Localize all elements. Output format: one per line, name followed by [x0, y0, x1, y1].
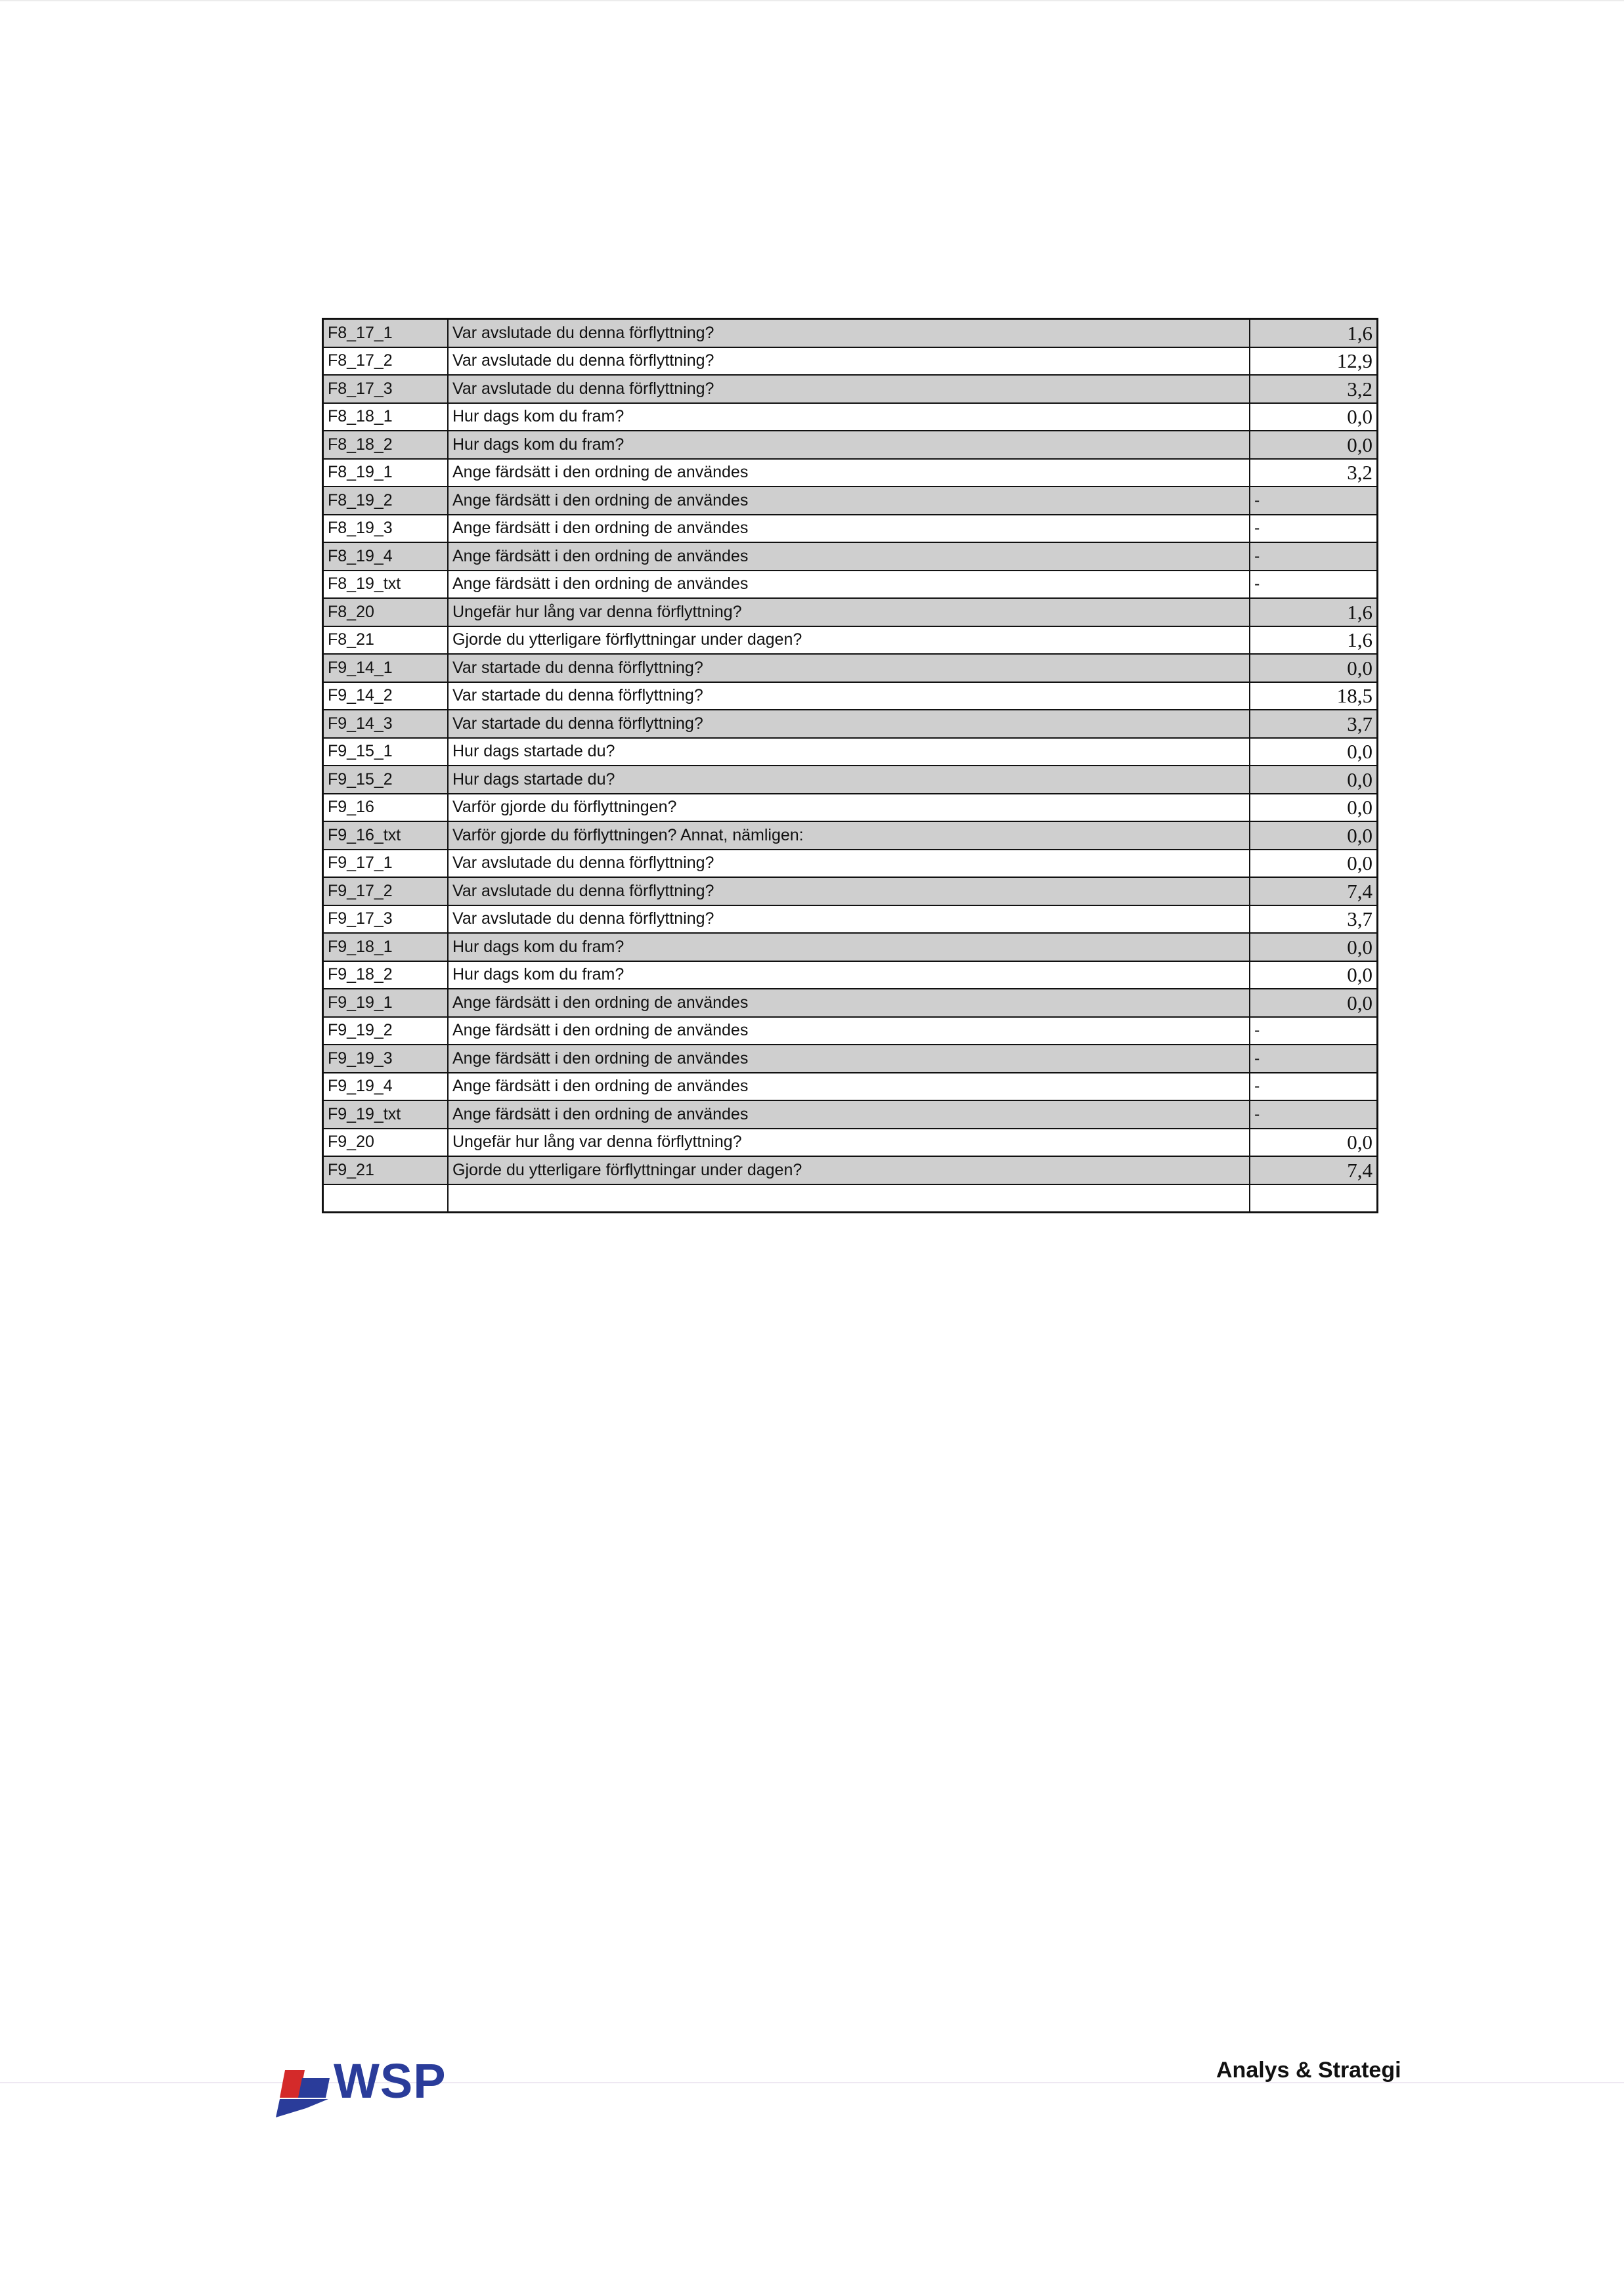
variable-code-cell: F9_17_1	[323, 850, 449, 878]
table-row	[323, 1129, 1378, 1157]
question-cell: Var avslutade du denna förflyttning?	[448, 877, 1250, 905]
value-cell: 1,6	[1250, 319, 1378, 347]
question-cell: Var startade du denna förflyttning?	[448, 654, 1250, 682]
value-cell: -	[1250, 571, 1378, 599]
question-cell: Var startade du denna förflyttning?	[448, 710, 1250, 738]
value-cell: 0,0	[1250, 766, 1378, 794]
question-cell: Hur dags kom du fram?	[448, 933, 1250, 961]
value-cell: 0,0	[1250, 738, 1378, 766]
table-row	[323, 1073, 1378, 1101]
table-row	[323, 1017, 1378, 1045]
variable-code-cell: F8_18_2	[323, 431, 449, 459]
table-row	[323, 738, 1378, 766]
value-cell: -	[1250, 1017, 1378, 1045]
value-cell: 0,0	[1250, 654, 1378, 682]
question-cell: Hur dags kom du fram?	[448, 961, 1250, 989]
table-row	[323, 961, 1378, 989]
value-cell: 0,0	[1250, 961, 1378, 989]
question-cell: Hur dags kom du fram?	[448, 403, 1250, 431]
table-row	[323, 933, 1378, 961]
value-cell: 3,7	[1250, 905, 1378, 934]
value-cell: -	[1250, 1100, 1378, 1129]
variable-code-cell: F9_19_3	[323, 1045, 449, 1073]
variable-code-cell: F9_18_1	[323, 933, 449, 961]
variable-code-cell: F9_17_3	[323, 905, 449, 934]
table-row	[323, 487, 1378, 515]
table-row	[323, 682, 1378, 710]
table-row	[323, 850, 1378, 878]
question-cell: Var startade du denna förflyttning?	[448, 682, 1250, 710]
variable-code-cell: F9_17_2	[323, 877, 449, 905]
value-cell: 1,6	[1250, 598, 1378, 626]
variable-code-cell: F9_15_2	[323, 766, 449, 794]
variable-code-cell: F8_20	[323, 598, 449, 626]
table-row	[323, 431, 1378, 459]
table-row	[323, 515, 1378, 543]
table-row	[323, 877, 1378, 905]
question-cell: Var avslutade du denna förflyttning?	[448, 319, 1250, 347]
value-cell: 0,0	[1250, 933, 1378, 961]
question-cell: Ange färdsätt i den ordning de användes	[448, 1045, 1250, 1073]
variable-code-cell: F9_19_1	[323, 989, 449, 1017]
table-row	[323, 654, 1378, 682]
variable-code-cell: F9_19_txt	[323, 1100, 449, 1129]
variable-code-cell: F8_19_1	[323, 459, 449, 487]
question-cell: Var avslutade du denna förflyttning?	[448, 347, 1250, 376]
table-row	[323, 1100, 1378, 1129]
wsp-logo	[273, 2052, 483, 2117]
table-row	[323, 542, 1378, 571]
table-row	[323, 989, 1378, 1017]
question-cell: Ange färdsätt i den ordning de användes	[448, 1100, 1250, 1129]
question-cell: Var avslutade du denna förflyttning?	[448, 375, 1250, 403]
variable-code-cell: F9_19_4	[323, 1073, 449, 1101]
table-row	[323, 1045, 1378, 1073]
table-row	[323, 766, 1378, 794]
empty-table-row	[323, 1184, 1378, 1213]
table-row	[323, 459, 1378, 487]
variable-code-cell: F9_19_2	[323, 1017, 449, 1045]
question-cell: Ange färdsätt i den ordning de användes	[448, 1017, 1250, 1045]
empty-cell	[323, 1184, 449, 1213]
value-cell: 7,4	[1250, 877, 1378, 905]
variable-code-cell: F9_15_1	[323, 738, 449, 766]
value-cell: 3,2	[1250, 459, 1378, 487]
question-cell: Ungefär hur lång var denna förflyttning?	[448, 598, 1250, 626]
value-cell: 0,0	[1250, 1129, 1378, 1157]
value-cell: -	[1250, 487, 1378, 515]
variable-code-cell: F8_19_2	[323, 487, 449, 515]
question-cell: Ange färdsätt i den ordning de användes	[448, 487, 1250, 515]
question-cell: Ange färdsätt i den ordning de användes	[448, 1073, 1250, 1101]
value-cell: 0,0	[1250, 821, 1378, 850]
variable-code-cell: F8_21	[323, 626, 449, 655]
table-row	[323, 710, 1378, 738]
question-cell: Gjorde du ytterligare förflyttningar under dagen?	[448, 626, 1250, 655]
variable-code-cell: F9_16	[323, 794, 449, 822]
table-row	[323, 375, 1378, 403]
table-row	[323, 403, 1378, 431]
variable-code-cell: F8_17_3	[323, 375, 449, 403]
value-cell: -	[1250, 1045, 1378, 1073]
results-table	[322, 318, 1378, 1213]
table-row	[323, 1156, 1378, 1184]
value-cell: 1,6	[1250, 626, 1378, 655]
question-cell: Ange färdsätt i den ordning de användes	[448, 459, 1250, 487]
variable-code-cell: F8_17_1	[323, 319, 449, 347]
value-cell: -	[1250, 515, 1378, 543]
variable-code-cell: F9_21	[323, 1156, 449, 1184]
footer-company-unit: Analys & Strategi	[1216, 2058, 1401, 2083]
variable-code-cell: F8_17_2	[323, 347, 449, 376]
question-cell: Hur dags startade du?	[448, 766, 1250, 794]
value-cell: 0,0	[1250, 431, 1378, 459]
value-cell: 0,0	[1250, 794, 1378, 822]
question-cell: Hur dags startade du?	[448, 738, 1250, 766]
value-cell: 0,0	[1250, 989, 1378, 1017]
table-row	[323, 598, 1378, 626]
question-cell: Var avslutade du denna förflyttning?	[448, 850, 1250, 878]
variable-code-cell: F9_20	[323, 1129, 449, 1157]
value-cell: 0,0	[1250, 403, 1378, 431]
value-cell: 3,2	[1250, 375, 1378, 403]
value-cell: 18,5	[1250, 682, 1378, 710]
question-cell: Var avslutade du denna förflyttning?	[448, 905, 1250, 934]
table-row	[323, 347, 1378, 376]
variable-code-cell: F9_14_1	[323, 654, 449, 682]
question-cell: Ange färdsätt i den ordning de användes	[448, 515, 1250, 543]
table-body	[323, 319, 1378, 1213]
table-row	[323, 626, 1378, 655]
value-cell: 7,4	[1250, 1156, 1378, 1184]
table-row	[323, 821, 1378, 850]
variable-code-cell: F8_18_1	[323, 403, 449, 431]
value-cell: 12,9	[1250, 347, 1378, 376]
variable-code-cell: F8_19_4	[323, 542, 449, 571]
value-cell: 3,7	[1250, 710, 1378, 738]
question-cell: Gjorde du ytterligare förflyttningar under dagen?	[448, 1156, 1250, 1184]
table-row	[323, 571, 1378, 599]
question-cell: Ungefär hur lång var denna förflyttning?	[448, 1129, 1250, 1157]
question-cell: Varför gjorde du förflyttningen? Annat, nämligen:	[448, 821, 1250, 850]
table-row	[323, 794, 1378, 822]
value-cell: 0,0	[1250, 850, 1378, 878]
question-cell: Ange färdsätt i den ordning de användes	[448, 542, 1250, 571]
question-cell: Hur dags kom du fram?	[448, 431, 1250, 459]
question-cell: Varför gjorde du förflyttningen?	[448, 794, 1250, 822]
variable-code-cell: F8_19_txt	[323, 571, 449, 599]
logo-text: WSP	[334, 2054, 447, 2108]
variable-code-cell: F9_16_txt	[323, 821, 449, 850]
wsp-logo-mark-icon	[273, 2052, 334, 2117]
variable-code-cell: F8_19_3	[323, 515, 449, 543]
table-row	[323, 905, 1378, 934]
variable-code-cell: F9_14_3	[323, 710, 449, 738]
table-row	[323, 319, 1378, 347]
empty-cell	[1250, 1184, 1378, 1213]
empty-cell	[448, 1184, 1250, 1213]
variable-code-cell: F9_18_2	[323, 961, 449, 989]
value-cell: -	[1250, 542, 1378, 571]
question-cell: Ange färdsätt i den ordning de användes	[448, 571, 1250, 599]
value-cell: -	[1250, 1073, 1378, 1101]
variable-code-cell: F9_14_2	[323, 682, 449, 710]
question-cell: Ange färdsätt i den ordning de användes	[448, 989, 1250, 1017]
